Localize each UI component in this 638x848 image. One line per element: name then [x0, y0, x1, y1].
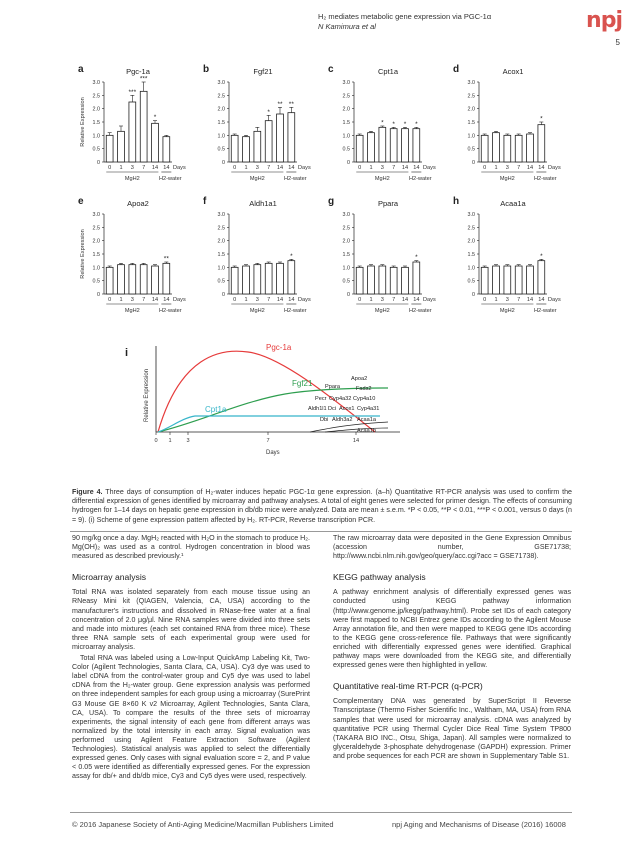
y-tick-label: 2.0	[342, 106, 350, 113]
panel-b	[203, 64, 311, 182]
bar	[504, 266, 511, 294]
x-tick-label: 14	[288, 297, 295, 303]
significance-mark: *	[403, 120, 407, 128]
y-tick-label: 1.0	[217, 265, 225, 272]
panel-i-ticks	[154, 432, 359, 444]
x-tick-label: 0	[108, 297, 112, 303]
x-tick-label: 14	[163, 165, 170, 171]
x-tick-label: 7	[142, 165, 146, 171]
group-label-mgh2: MgH2	[374, 176, 390, 182]
x-tick-label: 3	[255, 297, 259, 303]
bar	[118, 131, 125, 162]
figure-caption	[72, 488, 572, 525]
y-tick-label: 2.0	[217, 106, 225, 113]
panel-i-tick-label: 3	[186, 438, 190, 444]
panel-title: Fgf21	[253, 67, 273, 76]
bar	[152, 266, 159, 294]
y-tick-label: 2.0	[467, 238, 475, 245]
group-label-mgh2: MgH2	[124, 176, 140, 182]
panel-i-tick-label: 0	[154, 438, 158, 444]
bar	[356, 267, 363, 294]
panel-title: Acaa1a	[500, 199, 526, 208]
y-tick-label: 2.5	[92, 225, 100, 232]
bar	[390, 129, 397, 162]
panel-letter: e	[78, 196, 84, 207]
x-tick-label: 0	[233, 165, 237, 171]
y-tick-label: 1.5	[342, 252, 350, 258]
bar	[368, 133, 375, 162]
x-tick-label: 1	[119, 165, 123, 171]
panel-letter: f	[203, 196, 207, 207]
y-tick-label: 0.5	[342, 278, 350, 285]
kegg-paragraph: A pathway enrichment analysis of differentially expressed genes was conducted using KEGG pathway information (http://www.genome.jp/kegg/pathway.html). Probe set IDs of each category were first mapped to NCBI Entrez gene IDs according to the Agilent Mouse Array annotation file, and then were mapped to KEGG gene IDs according to the KEGG gene cross-reference file. Pathways that were significantly enriched with differentially expressed genes were identified. Graphical pathway maps were downloaded from the KEGG site, and differentially expressed genes were then highlighted in yellow.	[333, 588, 571, 670]
group-label-mgh2: MgH2	[249, 176, 265, 182]
y-tick-label: 1.5	[92, 252, 100, 258]
y-tick-label: 2.0	[92, 238, 100, 245]
bar	[413, 262, 420, 294]
significance-mark: **	[288, 100, 294, 108]
y-tick-label: 0	[222, 292, 225, 298]
y-tick-label: 0	[222, 160, 225, 166]
x-tick-label: 14	[538, 165, 545, 171]
footer-citation: npj Aging and Mechanisms of Disease (2016) 16008	[392, 820, 566, 829]
panel-a	[78, 64, 186, 182]
gene-pecr: Pecr	[315, 396, 327, 402]
group-label-h2water: H2-water	[408, 308, 432, 314]
header-title: H₂ mediates metabolic gene expression via PGC-1α	[318, 12, 492, 21]
panel-letter: d	[453, 64, 460, 75]
bar	[527, 266, 534, 294]
x-tick-label: 7	[142, 297, 146, 303]
y-tick-label: 3.0	[342, 212, 350, 218]
bar	[265, 263, 272, 294]
x-tick-label: 7	[392, 165, 396, 171]
panel-i-y-label: Relative Expression	[144, 368, 150, 422]
y-tick-label: 1.0	[217, 133, 225, 140]
gene-acaa1b: Acaa1b	[357, 428, 376, 434]
x-tick-label: 1	[244, 165, 248, 171]
bar	[538, 261, 545, 294]
gene-cyp4a31: Cyp4a31	[357, 406, 380, 412]
x-tick-label: 14	[163, 297, 170, 303]
panel-letter: g	[328, 196, 335, 207]
bar	[118, 265, 125, 294]
panel-i-tick-label: 14	[352, 438, 360, 444]
bar	[106, 135, 113, 162]
y-tick-label: 1.0	[342, 265, 350, 272]
y-tick-label: 3.0	[467, 80, 475, 86]
x-tick-label: 1	[119, 297, 123, 303]
days-label: Days	[548, 297, 561, 303]
group-label-h2water: H2-water	[533, 308, 557, 314]
days-label: Days	[548, 165, 561, 171]
y-tick-label: 3.0	[217, 212, 225, 218]
group-label-h2water: H2-water	[283, 308, 307, 314]
bar	[277, 263, 284, 294]
panel-d	[453, 64, 561, 182]
significance-mark: *	[153, 114, 157, 122]
header-authors: N Kamimura et al	[318, 22, 376, 31]
label-fgf21: Fgf21	[292, 379, 313, 388]
panel-i-letter: i	[125, 347, 129, 359]
x-tick-label: 14	[151, 165, 159, 171]
days-label: Days	[298, 165, 311, 171]
group-label-h2water: H2-water	[158, 176, 182, 182]
y-tick-label: 1.0	[92, 265, 100, 272]
days-label: Days	[423, 165, 436, 171]
y-tick-label: 1.0	[467, 133, 475, 140]
y-tick-label: 2.5	[467, 225, 475, 232]
y-tick-label: 3.0	[467, 212, 475, 218]
x-tick-label: 1	[494, 297, 498, 303]
x-tick-label: 7	[267, 297, 271, 303]
bar	[231, 135, 238, 162]
significance-mark: *	[540, 115, 543, 123]
significance-mark: *	[540, 252, 543, 260]
bar	[538, 125, 545, 162]
gene-aldh3a2: Aldh3a2	[332, 417, 353, 423]
panel-letter: b	[203, 64, 210, 75]
x-tick-label: 14	[276, 297, 284, 303]
x-tick-label: 14	[401, 297, 409, 303]
x-tick-label: 0	[358, 165, 362, 171]
bar	[504, 135, 511, 162]
x-tick-label: 7	[267, 165, 271, 171]
bar	[493, 133, 500, 162]
running-header	[318, 12, 491, 32]
y-tick-label: 0	[97, 160, 100, 166]
x-tick-label: 3	[505, 165, 509, 171]
gene-fads2: Fads2	[356, 386, 372, 392]
x-tick-label: 14	[526, 165, 534, 171]
y-tick-label: 3.0	[92, 212, 100, 218]
bar	[243, 266, 250, 294]
y-tick-label: 2.5	[467, 93, 475, 100]
bar	[402, 129, 409, 162]
panel-i-tick-label: 7	[266, 438, 270, 444]
y-tick-label: 0.5	[217, 146, 225, 153]
x-tick-label: 14	[526, 297, 534, 303]
x-tick-label: 7	[517, 165, 521, 171]
y-tick-label: 1.0	[92, 133, 100, 140]
y-tick-label: 2.5	[217, 93, 225, 100]
bar	[356, 135, 363, 162]
x-tick-label: 1	[369, 165, 373, 171]
x-tick-label: 14	[151, 297, 159, 303]
bar	[368, 266, 375, 294]
panel-h	[453, 196, 561, 314]
y-tick-label: 0	[347, 160, 350, 166]
x-tick-label: 3	[130, 165, 134, 171]
group-label-mgh2: MgH2	[499, 308, 515, 314]
x-tick-label: 1	[244, 297, 248, 303]
bar	[379, 266, 386, 294]
y-tick-label: 0	[97, 292, 100, 298]
gene-dbi: Dbi	[320, 417, 329, 423]
y-tick-label: 1.0	[342, 133, 350, 140]
x-tick-label: 14	[413, 165, 420, 171]
y-tick-label: 1.0	[467, 265, 475, 272]
gene-ppara: Ppara	[325, 384, 340, 390]
curve-late-genes-1	[310, 422, 388, 432]
days-label: Days	[298, 297, 311, 303]
gene-apoa2: Apoa2	[351, 376, 368, 382]
y-tick-label: 0.5	[92, 146, 100, 153]
panel-letter: c	[328, 64, 334, 75]
panel-c	[328, 64, 436, 182]
x-tick-label: 1	[369, 297, 373, 303]
right-intro: The raw microarray data were deposited in the Gene Expression Omnibus (accession number, GSE71738; http://www.ncbi.nlm.nih.gov/geo/query/acc.cgi?acc = GSE71738).	[333, 534, 571, 561]
x-tick-label: 14	[401, 165, 409, 171]
x-tick-label: 1	[494, 165, 498, 171]
bar	[277, 114, 284, 162]
panel-title: Cpt1a	[377, 67, 399, 76]
bar	[231, 267, 238, 294]
bar	[527, 134, 534, 162]
y-tick-label: 2.5	[342, 225, 350, 232]
x-tick-label: 3	[255, 165, 259, 171]
footer-copyright: © 2016 Japanese Society of Anti-Aging Medicine/Macmillan Publishers Limited	[72, 820, 334, 829]
panel-title: Aldh1a1	[249, 199, 277, 208]
y-tick-label: 1.5	[467, 252, 475, 258]
bar	[243, 137, 250, 162]
group-label-h2water: H2-water	[283, 176, 307, 182]
label-cpt1a: Cpt1a	[205, 405, 227, 414]
y-tick-label: 1.5	[467, 120, 475, 126]
significance-mark: ***	[128, 88, 137, 96]
y-tick-label: 0	[472, 292, 475, 298]
x-tick-label: 0	[233, 297, 237, 303]
group-label-h2water: H2-water	[408, 176, 432, 182]
panel-i-x-label: Days	[266, 450, 280, 456]
left-column	[72, 534, 310, 783]
group-label-h2water: H2-water	[533, 176, 557, 182]
x-tick-label: 14	[288, 165, 295, 171]
y-tick-label: 2.0	[217, 238, 225, 245]
x-tick-label: 3	[380, 297, 384, 303]
y-tick-label: 1.5	[342, 120, 350, 126]
bar	[413, 129, 420, 162]
significance-mark: *	[415, 120, 418, 128]
bar	[163, 263, 170, 294]
gene-cyp4a10: Cyp4a10	[353, 396, 376, 402]
panel-i-tick-label: 1	[168, 438, 172, 444]
y-tick-label: 0	[472, 160, 475, 166]
caption-text: Three days of consumption of H₂-water induces hepatic PGC-1α gene expression. (a–h) Quantitative RT-PCR analysis was used to confirm the differential expression of genes identified by microarray and pathway analyses. A total of eight genes were selected for primer design. The effects of consuming hydrogen for 1–14 days on hepatic gene expression in db/db mice were analyzed. Data are mean ± s.e.m. *P < 0.05, **P < 0.01, ***P < 0.001, versus 0 days (n = 9). (i) Scheme of gene expression pattern affected by H₂. RT-PCR, Reverse transcription PCR.	[72, 488, 572, 524]
y-tick-label: 2.0	[467, 106, 475, 113]
panel-letter: h	[453, 196, 460, 207]
significance-mark: **	[163, 255, 169, 263]
left-intro: 90 mg/kg once a day. MgH₂ reacted with H₂O in the stomach to produce H₂. Mg(OH)₂ was used as a control. Hydrogen concentration in blood was measured as described previously.¹	[72, 534, 311, 561]
panel-title: Ppara	[377, 199, 399, 208]
bar	[140, 91, 147, 162]
y-tick-label: 3.0	[217, 80, 225, 86]
days-label: Days	[173, 297, 186, 303]
significance-mark: *	[392, 120, 395, 128]
panel-f	[203, 196, 311, 314]
bar	[288, 113, 295, 162]
bar	[254, 131, 261, 162]
significance-mark: *	[415, 254, 418, 262]
x-tick-label: 3	[380, 165, 384, 171]
panel-title: Pgc-1a	[126, 67, 150, 76]
y-tick-label: 0.5	[342, 146, 350, 153]
x-tick-label: 0	[358, 297, 362, 303]
panel-title: Apoa2	[127, 199, 149, 208]
caption-label: Figure 4.	[72, 488, 103, 496]
bar	[493, 266, 500, 294]
caption-divider	[70, 531, 572, 532]
panel-g	[328, 196, 436, 314]
bar	[379, 127, 386, 162]
journal-logo: npj	[586, 8, 622, 33]
x-tick-label: 7	[517, 297, 521, 303]
footer-divider	[70, 812, 572, 813]
x-tick-label: 0	[483, 297, 487, 303]
x-tick-label: 14	[538, 297, 545, 303]
y-tick-label: 3.0	[342, 80, 350, 86]
days-label: Days	[173, 165, 186, 171]
bar	[515, 135, 522, 162]
significance-mark: *	[381, 119, 384, 127]
y-axis-label: Relative Expression	[80, 229, 86, 279]
gene-dci: Dci	[328, 406, 337, 412]
bar	[106, 267, 113, 294]
y-tick-label: 0.5	[467, 146, 475, 153]
gene-acox1: Acox1	[339, 406, 355, 412]
y-tick-label: 3.0	[92, 80, 100, 86]
significance-mark: **	[277, 100, 283, 108]
group-label-mgh2: MgH2	[374, 308, 390, 314]
heading-microarray: Microarray analysis	[72, 572, 147, 583]
gene-aldh1l1: Aldh1l1	[308, 406, 327, 412]
y-tick-label: 0	[347, 292, 350, 298]
bar	[152, 123, 159, 162]
bar	[265, 121, 272, 162]
significance-mark: *	[267, 108, 270, 116]
significance-mark: *	[290, 252, 293, 260]
bar	[515, 266, 522, 294]
figure-4	[70, 56, 570, 472]
label-pgc1a: Pgc-1a	[266, 343, 292, 352]
group-label-mgh2: MgH2	[499, 176, 515, 182]
x-tick-label: 7	[392, 297, 396, 303]
y-tick-label: 1.5	[217, 120, 225, 126]
x-tick-label: 3	[130, 297, 134, 303]
bar	[163, 137, 170, 162]
group-label-mgh2: MgH2	[249, 308, 265, 314]
right-column	[333, 534, 571, 763]
panel-title: Acox1	[502, 67, 524, 76]
bar	[129, 265, 136, 294]
gene-cyp4a32: Cyp4a32	[329, 396, 352, 402]
y-tick-label: 2.5	[342, 93, 350, 100]
heading-qpcr: Quantitative real-time RT-PCR (q-PCR)	[333, 681, 483, 692]
panel-i	[125, 343, 400, 456]
days-label: Days	[423, 297, 436, 303]
y-tick-label: 2.5	[92, 93, 100, 100]
panel-e	[78, 196, 186, 314]
y-tick-label: 0.5	[467, 278, 475, 285]
page-number: 5	[615, 38, 620, 47]
group-label-h2water: H2-water	[158, 308, 182, 314]
y-tick-label: 1.5	[92, 120, 100, 126]
bar	[481, 135, 488, 162]
microarray-p1: Total RNA was isolated separately from each mouse tissue using an RNeasy Mini kit (QIAGEN, Valencia, CA, USA) according to the manufacturer's instructions and dissolved in RNase-free water at a final concentration of 2.0 μg/μl. Nine RNA samples were divided into three sets and made into mixtures (each set contained RNA from three mice). These three RNA sample sets of each experimental group were used for microarray analysis.	[72, 588, 310, 651]
y-tick-label: 2.0	[342, 238, 350, 245]
significance-mark: ***	[139, 75, 148, 83]
y-tick-label: 0.5	[217, 278, 225, 285]
y-tick-label: 2.5	[217, 225, 225, 232]
y-tick-label: 1.5	[217, 252, 225, 258]
y-tick-label: 0.5	[92, 278, 100, 285]
figure-canvas	[70, 56, 570, 472]
bar	[129, 102, 136, 162]
x-tick-label: 0	[483, 165, 487, 171]
panel-letter: a	[78, 64, 84, 75]
bar	[390, 267, 397, 294]
x-tick-label: 3	[505, 297, 509, 303]
group-label-mgh2: MgH2	[124, 308, 140, 314]
heading-kegg: KEGG pathway analysis	[333, 572, 426, 583]
bar	[288, 261, 295, 294]
bar	[402, 267, 409, 294]
x-tick-label: 14	[276, 165, 284, 171]
y-tick-label: 2.0	[92, 106, 100, 113]
bar	[254, 265, 261, 294]
gene-acaa1a: Acaa1a	[357, 417, 376, 423]
x-tick-label: 14	[413, 297, 420, 303]
qpcr-paragraph: Complementary DNA was generated by SuperScript II Reverse Transcriptase (Thermo Fisher Scientific Inc., Waltham, MA, USA) from RNA samples that were used for microarray analysis. cDNA was analyzed by quantitative PCR using Thermal Cycler Dice Real Time System TP800 (TAKARA BIO INC., Otsu, Shiga, Japan). All samples were normalized to glyceraldehyde 3-phosphate dehydrogenase (GAPDH) expression. Primer and probe sequences for each PCR are shown in Supplementary Table S1.	[333, 697, 571, 760]
y-axis-label: Relative Expression	[80, 97, 86, 147]
microarray-p2: Total RNA was labeled using a Low-Input QuickAmp Labeling Kit, Two-Color (Agilent Technologies, Santa Clara, CA, USA). Cy3 dye was used to label cDNA from the control-water group and Cy5 dye was used to label cDNA from the H₂-water group. Gene expression analysis was performed on three independent samples for each group using a microarray (SurePrint G3 Mouse GE 8×60 K v2 Microarray, Agilent Technologies, Santa Clara, CA, USA). To compare the results of the three sets of microarray experiments, the signal intensity of each gene from different arrays was normalized by the total intensity in each array. Signal evaluation was performed using Agilent Feature Extraction Software (Agilent Technologies). Statistical analysis was applied to select the differentially expressed genes. Only cases with signal evaluation score = 2, and P value < 0.05 were identified as differentially expressed genes. For the expression assay for db/+ and db/db mice, Cy3 and Cy5 dyes were used, respectively.	[72, 654, 310, 781]
x-tick-label: 0	[108, 165, 112, 171]
bar	[481, 267, 488, 294]
bar	[140, 265, 147, 294]
